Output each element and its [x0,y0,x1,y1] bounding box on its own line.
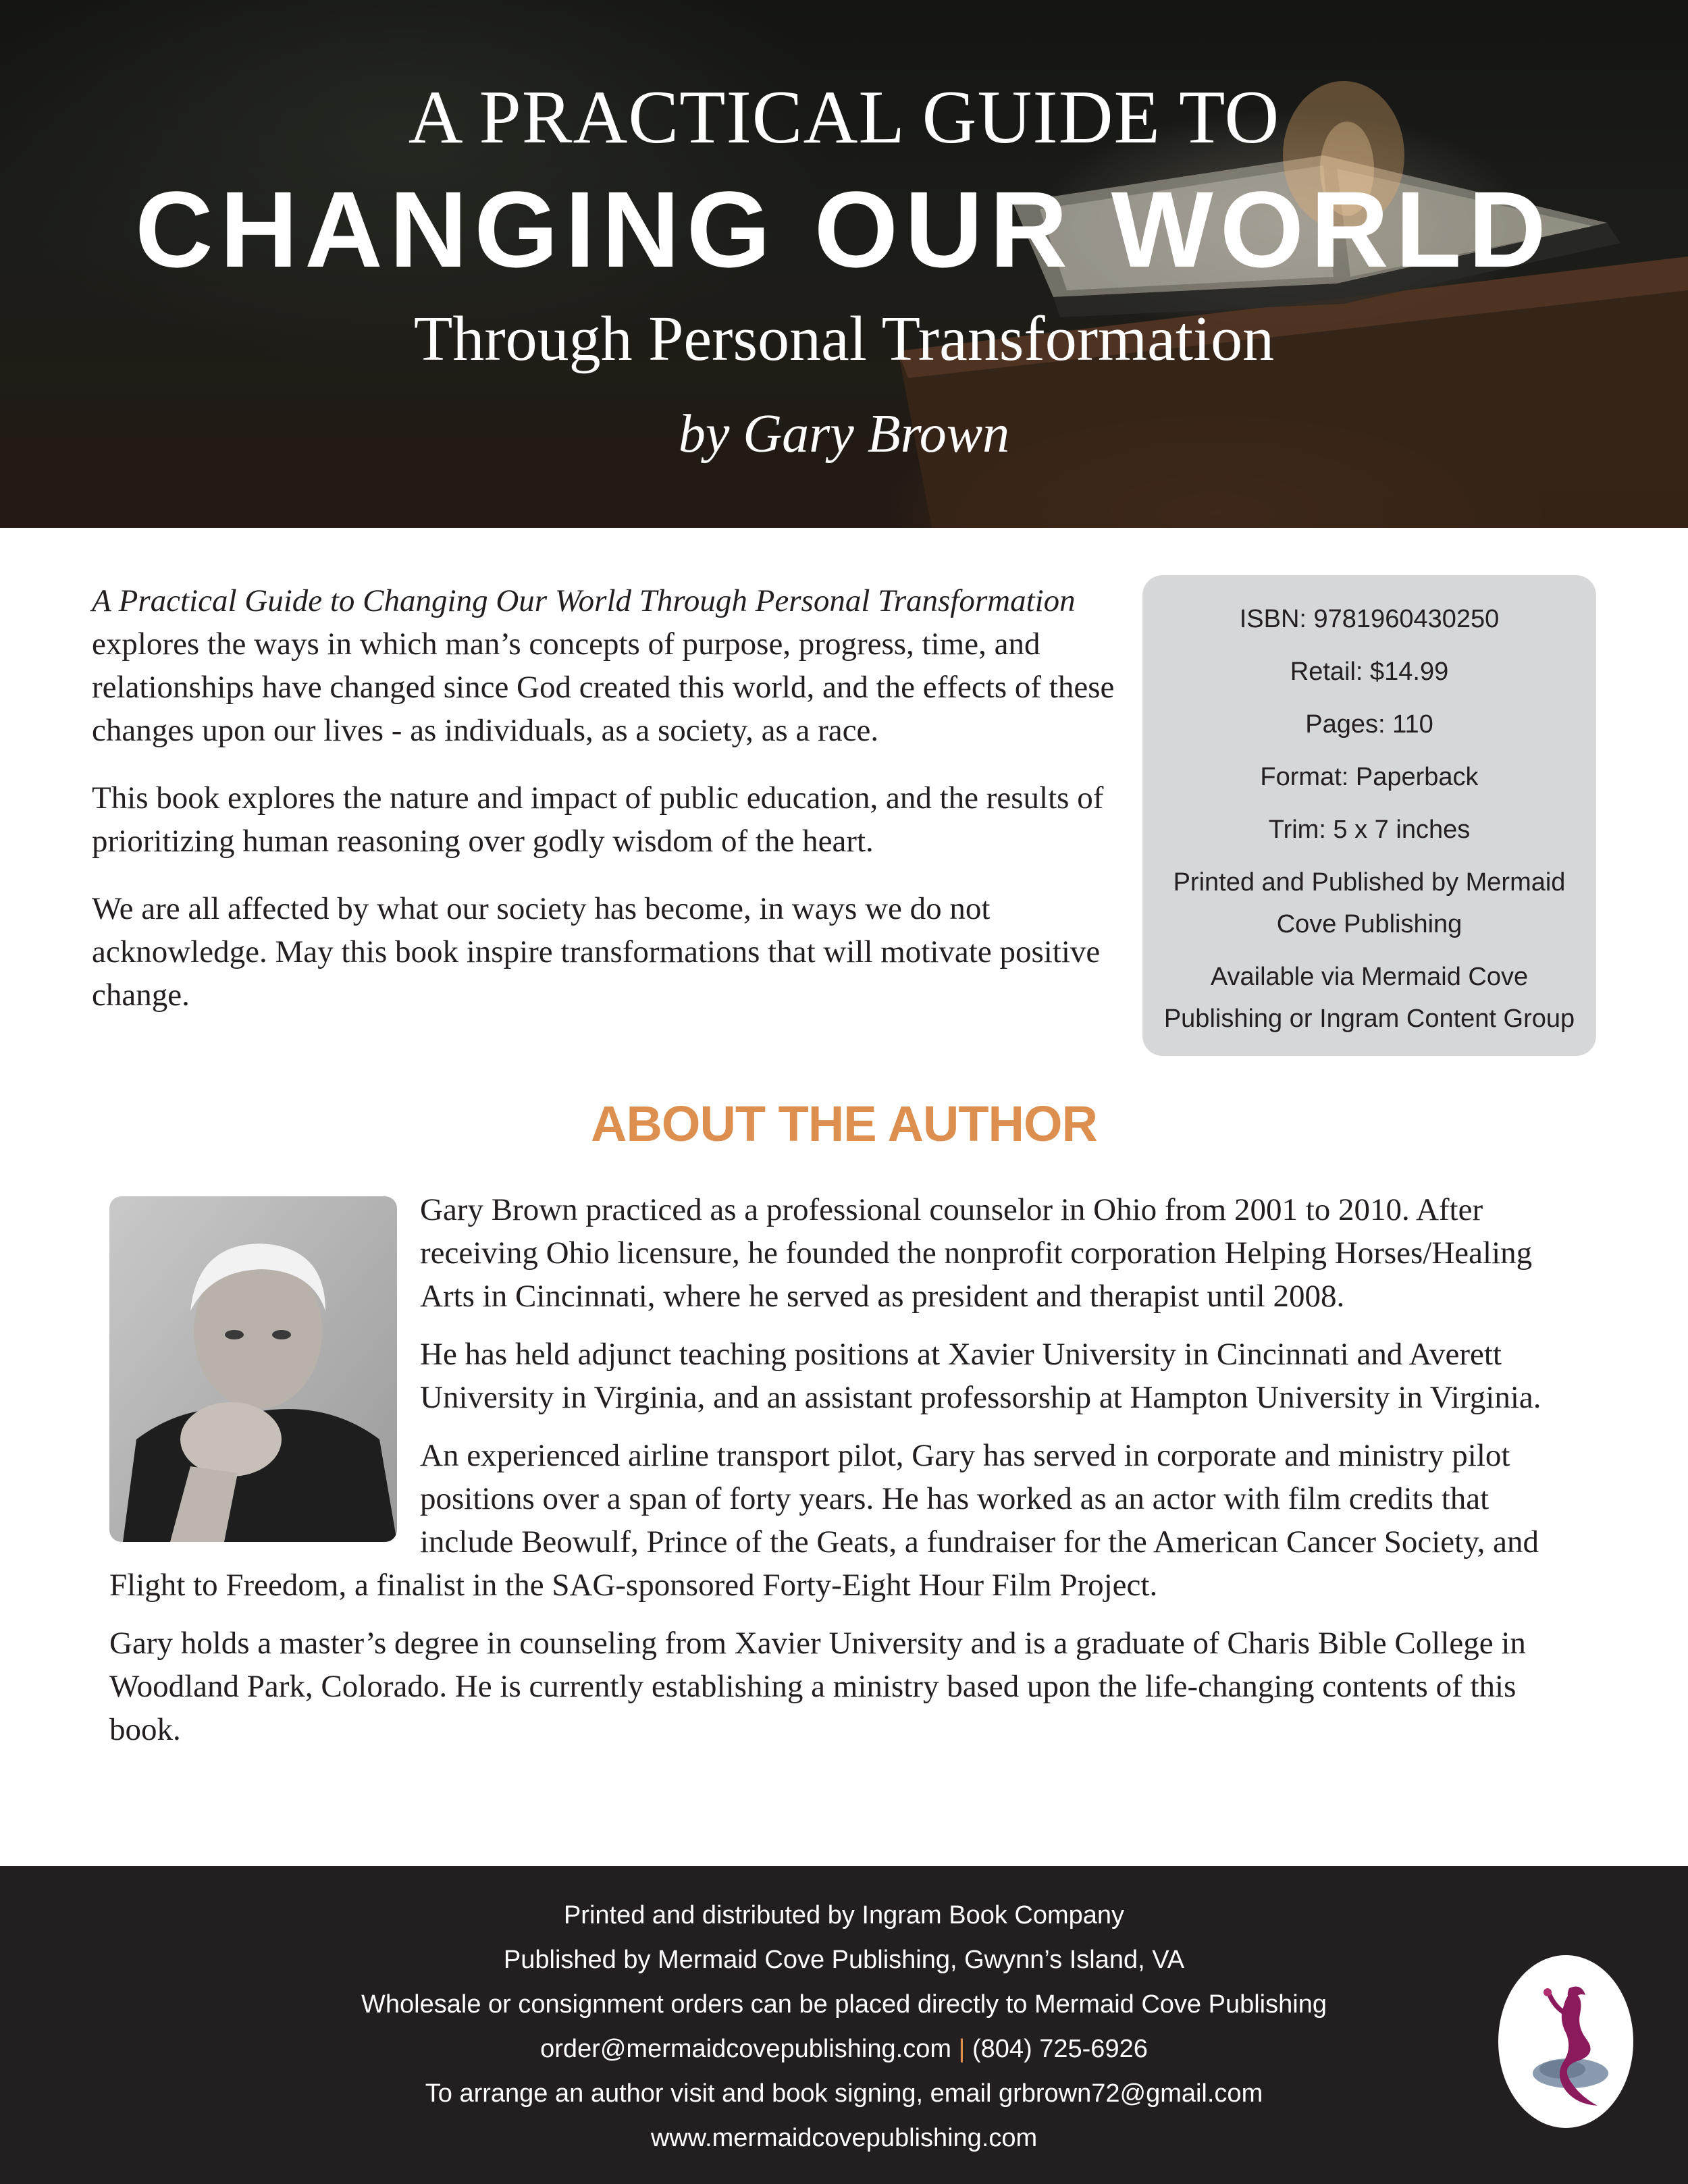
description-p1-text: explores the ways in which man’s concepts of purpose, progress, time, and relationships have changed since God created this world, and the effects of these changes upon our lives - as individuals, as a society, as a race. [92,627,1115,748]
description-paragraph-2: This book explores the nature and impact of public education, and the results of prioritizing human reasoning over godly wisdom of the heart. [92,780,1104,859]
footer-author-visit: To arrange an author visit and book signing, email grbrown72@gmail.com [425,2079,1263,2108]
footer-website [0,2116,1688,2160]
footer [0,1866,1688,2184]
footer-wholesale: Wholesale or consignment orders can be placed directly to Mermaid Cove Publishing [361,1990,1327,2019]
retail-price: Retail: $14.99 [1290,658,1449,686]
mermaid-cove-logo-icon [1496,1953,1635,2130]
contact-separator: | [958,2035,966,2063]
hero-title-line1: A PRACTICAL GUIDE TO [408,76,1280,159]
bio-paragraph-3: An experienced airline transport pilot, Gary has served in corporate and ministry pilot positions over a span of forty years. He has worked as an actor with film credits that include Beowulf, Prince of the Geats, a fundraiser for the American Cancer Society, and Flight to Freedom, a finalist in the SAG-sponsored Forty-Eight Hour Film Project. [109,1438,1539,1603]
isbn: ISBN: 9781960430250 [1239,605,1500,633]
book-description [92,579,1118,1041]
book-info-box [1142,575,1596,1056]
author-bio [109,1188,1585,1766]
book-title-italic: A Practical Guide to Changing Our World Through Personal Transformation [92,583,1076,618]
availability-line-1: Available via Mermaid Cove [1210,963,1529,991]
bio-paragraph-2: He has held adjunct teaching positions at Xavier University in Cincinnati and Averett University in Virginia, and an assistant professorship at Hampton University in Virginia. [420,1337,1541,1415]
about-author-heading: ABOUT THE AUTHOR [591,1096,1097,1152]
photo-spacer [109,1188,420,1533]
description-paragraph-3: We are all affected by what our society has become, in ways we do not acknowledge. May this book inspire transformations that will motivate positive change. [92,891,1101,1013]
bio-paragraph-1: Gary Brown practiced as a professional counselor in Ohio from 2001 to 2010. After receiving Ohio licensure, he founded the nonprofit corporation Helping Horses/Healing Arts in Cincinnati, where he served as president and therapist until 2008. [420,1192,1533,1314]
hero-byline: by Gary Brown [678,404,1010,464]
publisher-line-2: Cove Publishing [1276,910,1462,938]
bio-paragraph-4: Gary holds a master’s degree in counseling from Xavier University and is a graduate of Charis Bible College in Woodland Park, Colorado. He is currently establishing a ministry based upon the life-changing contents of this book. [109,1626,1526,1747]
publisher-line-1: Printed and Published by Mermaid [1173,868,1566,897]
hero-banner [0,0,1688,528]
footer-text [0,1893,1688,2160]
hero-title-main: CHANGING OUR WORLD [135,169,1553,290]
availability-line-2: Publishing or Ingram Content Group [1163,1005,1575,1033]
availability-info [1142,956,1596,1040]
footer-distributor: Printed and distributed by Ingram Book Company [563,1901,1125,1929]
hero-subtitle: Through Personal Transformation [413,304,1275,374]
footer-contact [0,2027,1688,2071]
trim-size: Trim: 5 x 7 inches [1268,816,1471,844]
publisher-info [1142,861,1596,945]
description-paragraph-1 [92,579,1118,752]
phone-link[interactable]: (804) 725-6926 [972,2035,1148,2063]
order-email-link[interactable]: order@mermaidcovepublishing.com [540,2035,951,2063]
footer-publisher: Published by Mermaid Cove Publishing, Gwynn’s Island, VA [503,1946,1185,1974]
page-count: Pages: 110 [1305,710,1433,739]
book-format: Format: Paperback [1260,763,1479,791]
website-link[interactable]: www.mermaidcovepublishing.com [650,2124,1038,2152]
